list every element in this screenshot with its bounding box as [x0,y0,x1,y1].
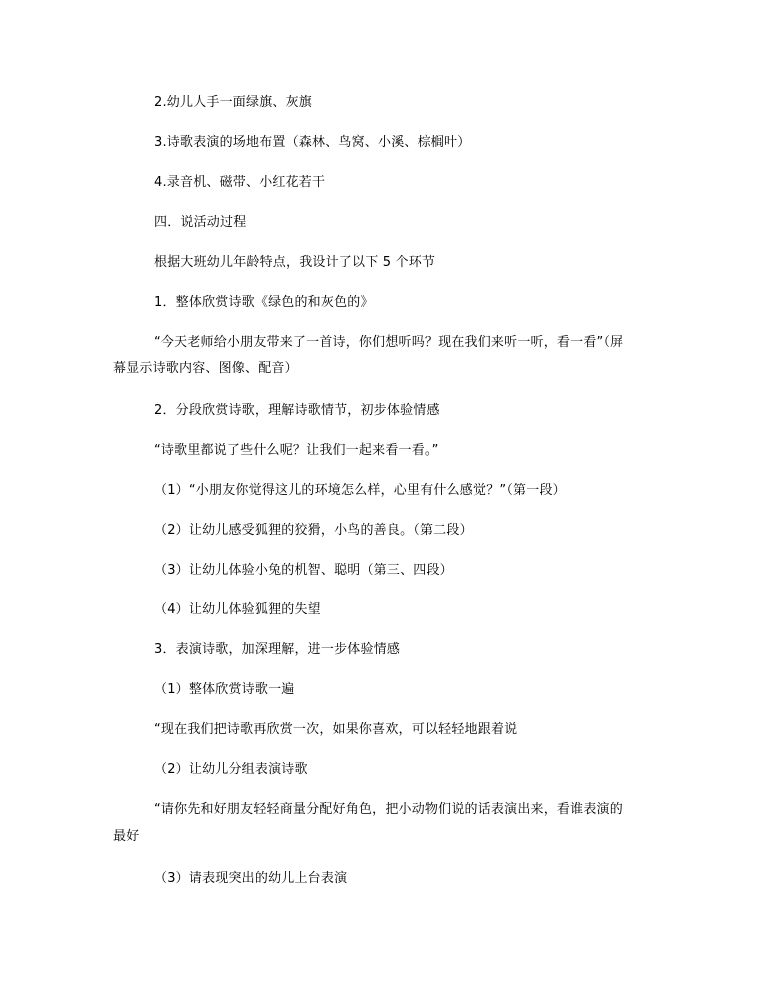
step-1-quote-line-1: “今天老师给小朋友带来了一首诗，你们想听吗？现在我们来听一听，看一看”（屏 [154,335,624,350]
step-1-quote-line-2: 幕显示诗歌内容、图像、配音） [113,361,298,376]
step-2-item-3: （3）让幼儿体验小兔的机智、聪明（第三、四段） [154,563,453,578]
materials-item-2: 2.幼儿人手一面绿旗、灰旗 [154,95,313,110]
step-2-heading: 2．分段欣赏诗歌，理解诗歌情节，初步体验情感 [154,403,440,418]
step-3-quote-1: “现在我们把诗歌再欣赏一次，如果你喜欢，可以轻轻地跟着说 [154,722,518,737]
step-3-quote-2-line-2: 最好 [113,829,140,844]
step-3-heading: 3．表演诗歌，加深理解，进一步体验情感 [154,642,401,657]
step-2-item-2: （2）让幼儿感受狐狸的狡猾，小鸟的善良。（第二段） [154,523,473,538]
step-3-quote-2-line-1: “请你先和好朋友轻轻商量分配好角色，把小动物们说的话表演出来，看谁表演的 [154,802,623,817]
step-3-item-3: （3）请表现突出的幼儿上台表演 [154,871,348,886]
step-3-item-2: （2）让幼儿分组表演诗歌 [154,762,308,777]
step-2-item-1: （1）“小朋友你觉得这儿的环境怎么样，心里有什么感觉？”（第一段） [154,483,566,498]
step-3-item-1: （1）整体欣赏诗歌一遍 [154,682,295,697]
materials-item-4: 4.录音机、磁带、小红花若干 [154,175,326,190]
intro-paragraph: 根据大班幼儿年龄特点，我设计了以下 5 个环节 [154,255,436,270]
section-heading-activity-process: 四．说活动过程 [154,215,247,230]
step-2-item-4: （4）让幼儿体验狐狸的失望 [154,602,321,617]
materials-item-3: 3.诗歌表演的场地布置（森林、鸟窝、小溪、棕榈叶） [154,135,471,150]
step-2-quote: “诗歌里都说了些什么呢？让我们一起来看一看。” [154,443,439,458]
step-1-heading: 1．整体欣赏诗歌《绿色的和灰色的》 [154,295,374,310]
